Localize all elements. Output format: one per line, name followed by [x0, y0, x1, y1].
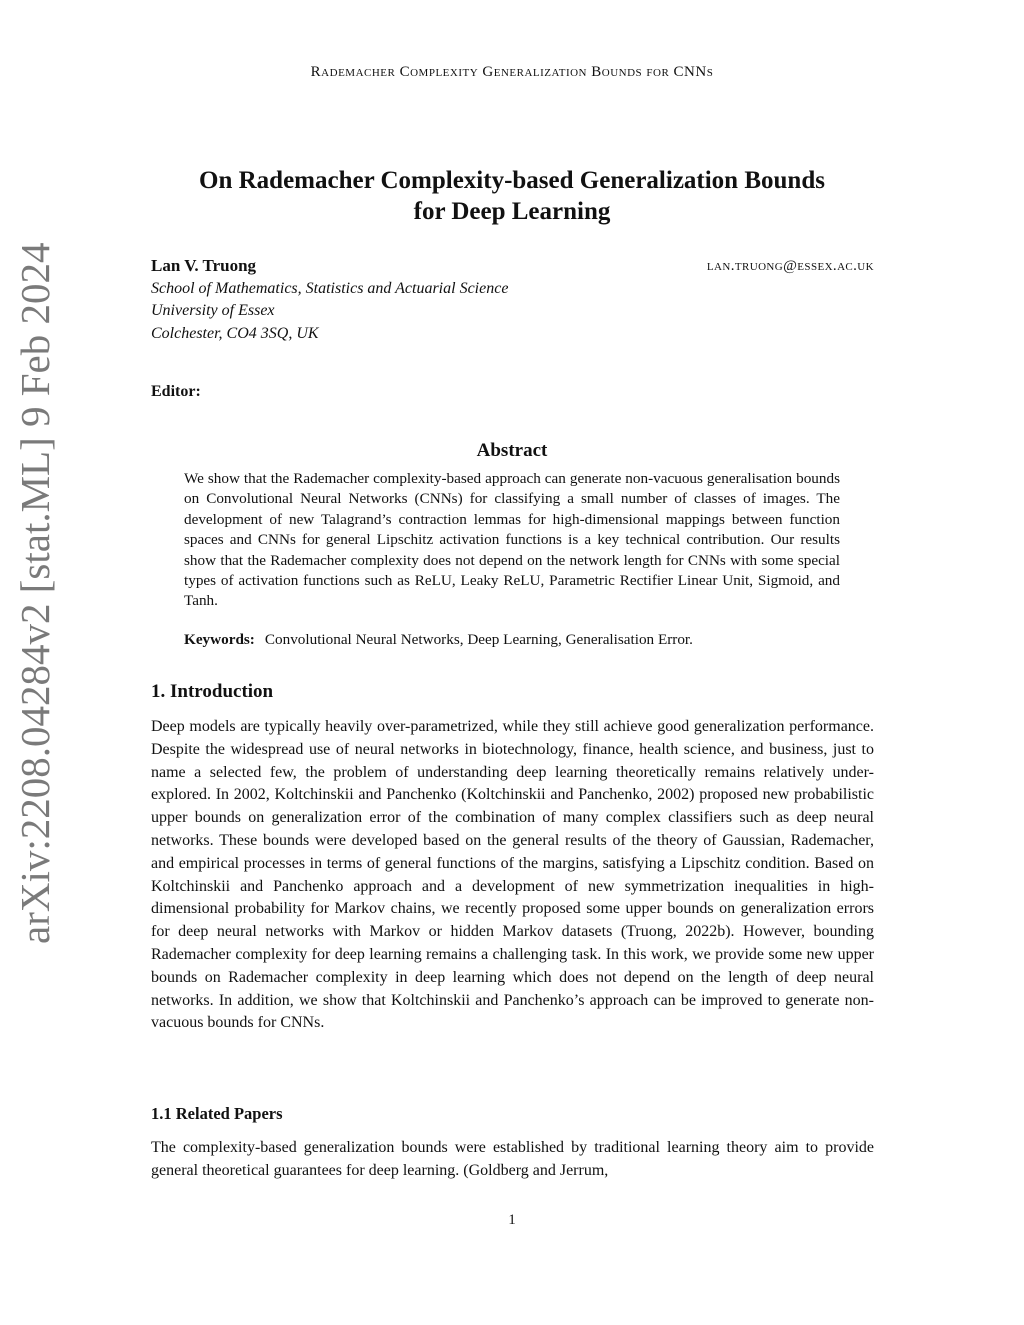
introduction-paragraph: Deep models are typically heavily over-parametrized, while they still achieve good generalization performance. Despite the widespread use of neural networks in biotechnology, finance, health science, and business, just to name a selected few, the problem of understanding deep learning theoretically remains relatively under-explored. In 2002, Koltchinskii and Panchenko (Koltchinskii and Panchenko, 2002) proposed new probabilistic upper bounds on generalization error of the combination of many complex classifiers such as deep neural networks. These bounds were developed based on the general results of the theory of Gaussian, Rademacher, and empirical processes in terms of general functions of the margins, satisfying a Lipschitz condition. Based on Koltchinskii and Panchenko approach and a development of new symmetrization inequalities in high-dimensional probability for Markov chains, we recently proposed some upper bounds on generalization errors for deep neural networks with Markov or hidden Markov datasets (Truong, 2022b). However, bounding Rademacher complexity for deep learning remains a challenging task. In this work, we provide some new upper bounds on Rademacher complexity in deep learning which does not depend on the length of deep neural networks. In addition, we show that Koltchinskii and Panchenko’s approach can be improved to generate non-vacuous bounds for CNNs. [151, 718, 874, 1032]
author-name: Lan V. Truong [151, 256, 257, 275]
abstract-heading: Abstract [476, 440, 548, 461]
section-heading-introduction: 1. Introduction [151, 681, 274, 702]
keywords [184, 630, 840, 650]
paper-title [100, 165, 924, 227]
paper-title-line-1: On Rademacher Complexity-based Generalization Bounds [199, 167, 825, 194]
editor-label: Editor: [151, 383, 201, 400]
author-affiliation-line-1: School of Mathematics, Statistics and Actuarial Science [151, 279, 509, 297]
keywords-label: Keywords: [184, 631, 255, 648]
author-email[interactable]: lan.truong@essex.ac.uk [706, 258, 874, 274]
author-block [151, 255, 874, 345]
keywords-list: Convolutional Neural Networks, Deep Learning, Generalisation Error. [264, 631, 693, 648]
abstract-text: We show that the Rademacher complexity-based approach can generate non-vacuous generalisation bounds on Convolutional Neural Networks (CNNs) for classifying a small number of classes of images. The development of new Talagrand’s contraction lemmas for high-dimensional mappings between function spaces and CNNs for general Lipschitz activation functions is a key technical contribution. Our results show that the Rademacher complexity does not depend on the network length for CNNs with some special types of activation functions such as ReLU, Leaky ReLU, Parametric Rectifier Linear Unit, Sigmoid, and Tanh. [184, 470, 840, 610]
related-papers-paragraph: The complexity-based generalization bounds were established by traditional learning theory aim to provide general theoretical guarantees for deep learning. (Goldberg and Jerrum, [151, 1139, 874, 1179]
author-affiliation-line-3: Colchester, CO4 3SQ, UK [151, 324, 319, 342]
running-head: Rademacher Complexity Generalization Bounds for CNNs [310, 64, 714, 80]
page-number: 1 [508, 1212, 516, 1228]
subsection-heading-related-papers: 1.1 Related Papers [151, 1104, 283, 1123]
author-affiliation-line-2: University of Essex [151, 302, 275, 319]
paper-title-line-2: for Deep Learning [413, 198, 611, 225]
arxiv-identifier-stamp: arXiv:2208.04284v2 [stat.ML] 9 Feb 2024 [12, 242, 58, 944]
